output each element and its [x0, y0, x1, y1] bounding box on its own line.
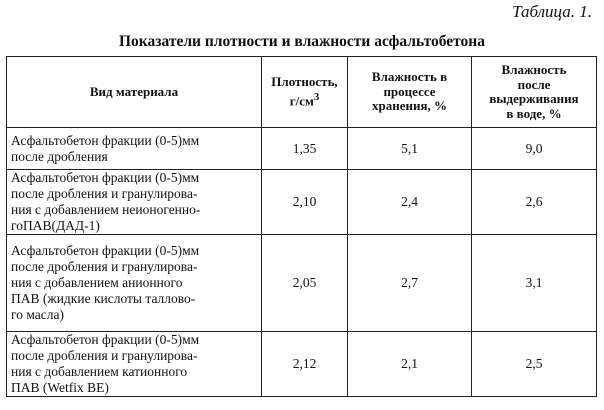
table-row — [7, 332, 597, 397]
material-cell: Асфальтобетон фракции (0-5)мм после дробления и гранулирова- ния с добавлением катионного ПАВ (Wetfix BE) — [7, 332, 262, 397]
header-density — [262, 57, 348, 128]
moisture-water-cell: 9,0 — [472, 128, 597, 170]
moisture-storage-cell: 2,7 — [348, 235, 472, 332]
header-moisture-storage: Влажность в процессе хранения, % — [348, 57, 472, 128]
material-cell: Асфальтобетон фракции (0-5)мм после дробления и гранулирова- ния с добавлением неионогенно- гоПАВ(ДАД-1) — [7, 170, 262, 235]
header-density-unit-exponent: 3 — [313, 90, 320, 103]
header-row — [7, 57, 597, 128]
moisture-storage-cell: 2,1 — [348, 332, 472, 397]
table-title: Показатели плотности и влажности асфальтобетона — [119, 33, 485, 50]
moisture-storage-cell: 2,4 — [348, 170, 472, 235]
material-cell: Асфальтобетон фракции (0-5)мм после дробления и гранулирова- ния с добавлением анионного ПАВ (жидкие кислоты таллово- го масла) — [7, 235, 262, 332]
table-number-label: Таблица. 1. — [512, 2, 592, 21]
density-cell: 1,35 — [262, 128, 348, 170]
moisture-storage-cell: 5,1 — [348, 128, 472, 170]
density-cell: 2,05 — [262, 235, 348, 332]
moisture-water-cell: 2,6 — [472, 170, 597, 235]
moisture-water-cell: 3,1 — [472, 235, 597, 332]
header-density-label: Плотность, — [271, 74, 338, 90]
density-cell: 2,12 — [262, 332, 348, 397]
table-row — [7, 235, 597, 332]
header-density-unit: г/см — [289, 93, 314, 109]
data-table — [6, 56, 597, 397]
header-moisture-water: Влажность после выдерживания в воде, % — [472, 57, 597, 128]
moisture-water-cell: 2,5 — [472, 332, 597, 397]
table-row — [7, 128, 597, 170]
material-cell: Асфальтобетон фракции (0-5)мм после дробления — [7, 128, 262, 170]
table-row — [7, 170, 597, 235]
density-cell: 2,10 — [262, 170, 348, 235]
header-material: Вид материала — [7, 57, 262, 128]
